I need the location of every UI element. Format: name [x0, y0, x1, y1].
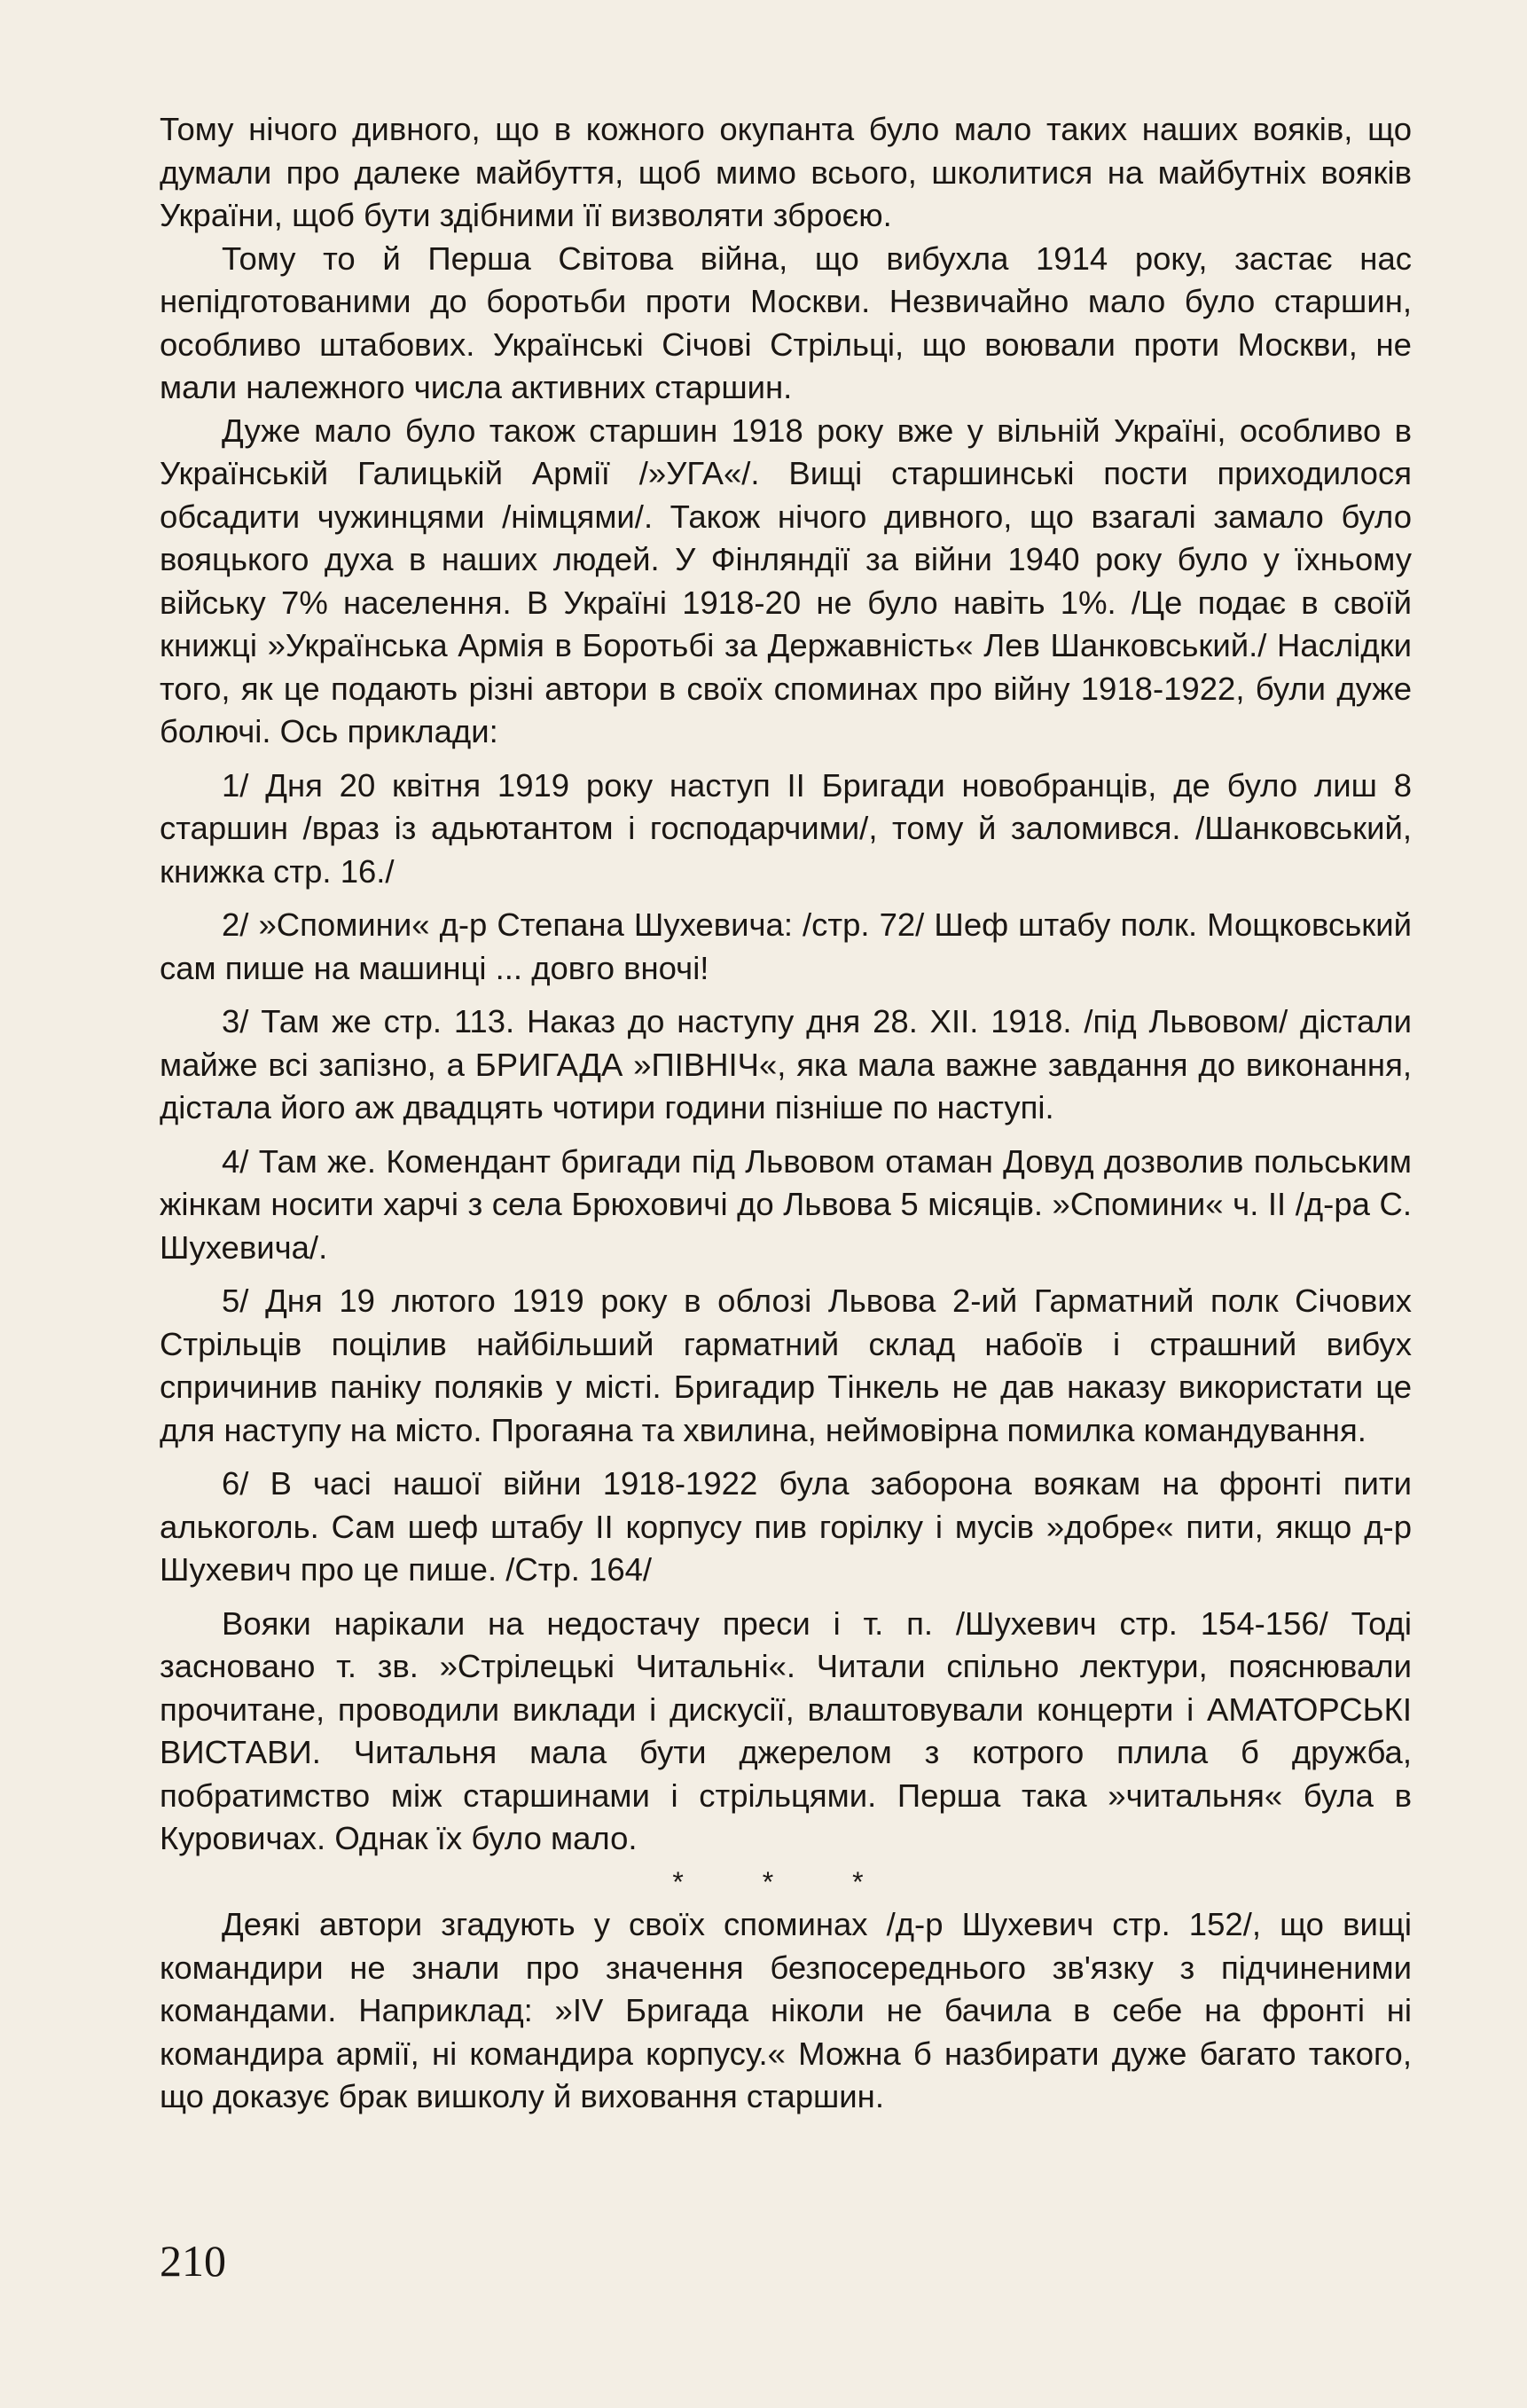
list-item: 2/ »Спомини« д-р Степана Шухевича: /стр. 72/ Шеф штабу полк. Мощковський сам пише на машинці ... довго вночі! [160, 906, 1412, 986]
paragraph: Деякі автори згадують у своїх споминах /д-р Шухевич стр. 152/, що вищі командири не знали про значення безпосереднього зв'язку з підчиненими командами. Наприклад: »IV Бригада ніколи не бачила в себе на фронті ні командира армії, ні командира корпусу.« Можна б назбирати дуже багато такого, що доказує брак вишколу й виховання старшин. [160, 1906, 1412, 2114]
list-item: 1/ Дня 20 квітня 1919 року наступ ІІ Бригади новобранців, де було лиш 8 старшин /враз із адьютантом і господарчими/, тому й заломився. /Шанковський, книжка стр. 16./ [160, 766, 1412, 890]
section-separator: * * * [672, 1865, 899, 1898]
paragraph: Тому то й Перша Світова війна, що вибухла 1914 року, застає нас непідготованими до боротьби проти Москви. Незвичайно мало було старшин, особливо штабових. Українські Січові Стрільці, що воювали проти Москви, не мали належного числа активних старшин. [160, 239, 1412, 405]
list-item: 4/ Там же. Комендант бригади під Львовом отаман Довуд дозволив польським жінкам носити харчі з села Брюховичі до Львова 5 місяців. »Спомини« ч. ІІ /д-ра С. Шухевича/. [160, 1142, 1412, 1266]
paragraph: Вояки нарікали на недостачу преси і т. п. /Шухевич стр. 154-156/ Тоді засновано т. зв. »Стрілецькі Читальні«. Читали спільно лектури, пояснювали прочитане, проводили виклади і дискусії, влаштовували концерти і АМАТОРСЬКІ ВИСТАВИ. Читальня мала бути джерелом з котрого плила б дружба, побратимство між старшинами і стрільцями. Перша така »читальня« була в Куровичах. Однак їх було мало. [160, 1604, 1412, 1856]
list-item: 5/ Дня 19 лютого 1919 року в облозі Львова 2-ий Гарматний полк Січових Стрільців поцілив найбільший гарматний склад набоїв і страшний вибух спричинив паніку поляків у місті. Бригадир Тінкель не дав наказу використати це для наступу на місто. Прогаяна та хвилина, неймовірна помилка командування. [160, 1282, 1412, 1448]
page-number: 210 [160, 2236, 226, 2286]
paragraph: Дуже мало було також старшин 1918 року вже у вільній Україні, особливо в Українській Галицькій Армії /»УГА«/. Вищі старшинські пости приходилося обсадити чужинцями /німцями/. Також нічого дивного, що взагалі замало було вояцького духа в наших людей. У Фінляндії за війни 1940 року було у їхньому війську 7% населення. В Україні 1918-20 не було навіть 1%. /Це подає в своїй книжці »Українська Армія в Боротьбі за Державність« Лев Шанковський./ Наслідки того, як це подають різні автори в своїх споминах про війну 1918-1922, були дуже болючі. Ось приклади: [160, 412, 1412, 749]
page-body-text [160, 108, 1412, 2119]
list-item: 6/ В часі нашої війни 1918-1922 була заборона воякам на фронті пити алькоголь. Сам шеф штабу ІІ корпусу пив горілку і мусів »добре« пити, якщо д-р Шухевич про це пише. /Стр. 164/ [160, 1465, 1412, 1588]
paragraph: Тому нічого дивного, що в кожного окупанта було мало таких наших вояків, що думали про далеке майбуття, щоб мимо всього, школитися на майбутніх вояків України, щоб бути здібними її визволяти зброєю. [160, 111, 1412, 233]
list-item: 3/ Там же стр. 113. Наказ до наступу дня 28. XII. 1918. /під Львовом/ дістали майже всі запізно, а БРИГАДА »ПІВНІЧ«, яка мала важне завдання до виконання, дістала його аж двадцять чотири години пізніше по наступі. [160, 1003, 1412, 1126]
